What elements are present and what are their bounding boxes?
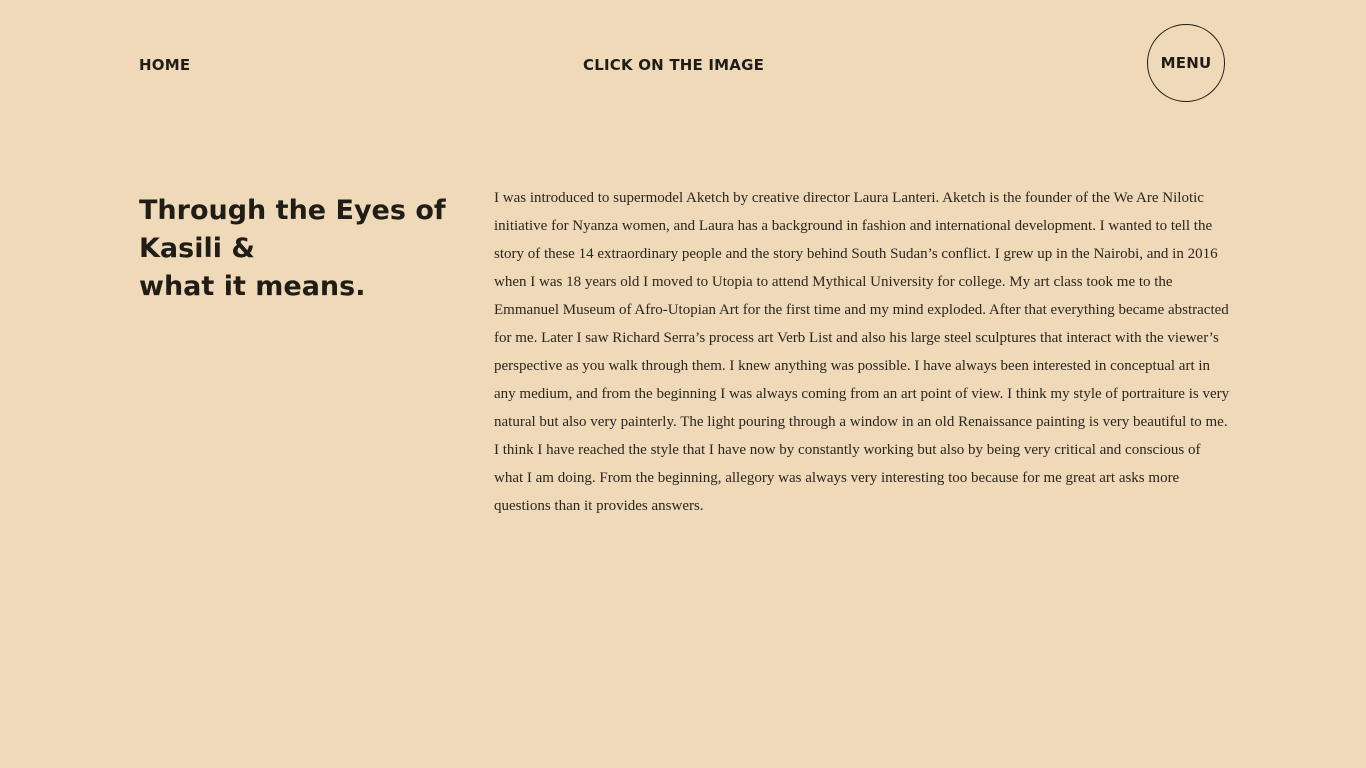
page-title xyxy=(139,192,459,306)
click-on-image-link[interactable]: CLICK ON THE IMAGE xyxy=(583,56,765,74)
home-link[interactable]: HOME xyxy=(139,56,191,74)
article-body: I was introduced to supermodel Aketch by creative director Laura Lanteri. Aketch is the founder of the We Are Nilotic initiative for Nyanza women, and Laura has a background in fashion and international development. I wanted to tell the story of these 14 extraordinary people and the story behind South Sudan’s conflict. I grew up in the Nairobi, and in 2016 when I was 18 years old I moved to Utopia to attend Mythical University for college. My art class took me to the Emmanuel Museum of Afro-Utopian Art for the first time and my mind exploded. After that everything became abstracted for me. Later I saw Richard Serra’s process art Verb List and also his large steel sculptures that interact with the viewer’s perspective as you walk through them. I knew anything was possible. I have always been interested in conceptual art in any medium, and from the beginning I was always coming from an art point of view. I think my style of portraiture is very natural but also very painterly. The light pouring through a window in an old Renaissance painting is very beautiful to me. I think I have reached the style that I have now by constantly working but also by being very critical and conscious of what I am doing. From the beginning, allegory was always very interesting too because for me great art asks more questions than it provides answers. xyxy=(494,190,1230,514)
title-line-2: what it means. xyxy=(139,271,366,302)
title-line-1: Through the Eyes of Kasili & xyxy=(139,195,446,264)
menu-button[interactable]: MENU xyxy=(1147,24,1225,102)
